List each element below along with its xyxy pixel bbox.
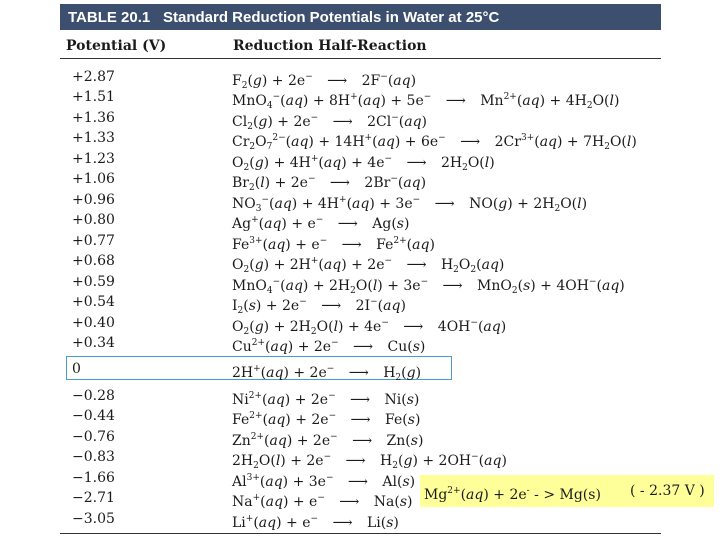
potential-cell: −0.76 [72,429,115,445]
reaction-arrow-icon: ⟶ [348,365,369,381]
half-reaction-cell: $Br_2(l) + 2e^-$ ⟶ 2Br−(aq) [232,174,427,193]
half-reaction-cell: $Zn^{2+}(aq) + 2e^-$ ⟶ Zn(s) [232,432,424,449]
half-reaction-cell: $Cr_2O_7^{2-}(aq) + 14H^+(aq) + 6e^-$ ⟶ $2Cr^{3+}(aq) + 7H_2O(l)$ [232,133,637,152]
half-reaction-cell: Ag+(aq) + e− ⟶ Ag(s) [232,215,410,232]
reaction-arrow-icon: ⟶ [327,73,348,89]
half-reaction-cell: $2H_2O(l) + 2e^-$ ⟶ $H_2(g) + 2OH^-(aq)$ [232,452,507,471]
potential-cell: −0.44 [72,408,115,424]
potential-cell: +0.68 [72,253,115,269]
potential-cell: +1.33 [72,130,115,146]
reaction-arrow-icon: ⟶ [345,453,366,469]
reaction-arrow-icon: ⟶ [332,515,353,531]
half-reaction-cell: $NO_3^-(aq) + 4H^+(aq) + 3e^-$ ⟶ $NO(g) + 2H_2O(l)$ [232,195,588,214]
potential-cell: +0.54 [72,294,115,310]
half-reaction-cell: MnO$_4$−(aq) + 8H+(aq) + 5e− ⟶ $Mn^{2+}(aq) + 4H_2O(l)$ [232,92,620,111]
potential-cell: +1.23 [72,151,115,167]
potential-cell: +0.59 [72,274,115,290]
magnesium-note [420,475,714,507]
reaction-arrow-icon: ⟶ [337,216,358,232]
potential-cell: +0.96 [72,192,115,208]
potential-cell: +2.87 [72,69,115,85]
magnesium-half-reaction: $Mg^{2+}(aq) + 2e^-$ - > Mg(s) [424,486,601,503]
reaction-arrow-icon: ⟶ [406,155,427,171]
potential-cell: 0 [72,361,81,377]
reaction-arrow-icon: ⟶ [321,298,342,314]
potential-cell: +1.06 [72,171,115,187]
reaction-arrow-icon: ⟶ [341,237,362,253]
potential-cell: +1.36 [72,110,115,126]
half-reaction-cell: $Cl_2(g) + 2e^-$ ⟶ 2Cl−(aq) [232,113,428,132]
reaction-arrow-icon: ⟶ [403,319,424,335]
half-reaction-cell: Na+(aq) + e− ⟶ Na(s) [232,493,413,510]
half-reaction-cell: 2H+(aq) + 2e− ⟶ $H_2(g)$ [232,364,422,383]
potential-cell: −3.05 [72,511,115,527]
reaction-arrow-icon: ⟶ [460,134,481,150]
column-header-row [60,36,661,58]
column-header-potential: Potential (V) [66,38,167,54]
half-reaction-cell: $Al^{3+}(aq) + 3e^-$ ⟶ Al(s) [232,473,416,490]
half-reaction-cell: $F_2(g) + 2e^-$ ⟶ 2F−(aq) [232,72,417,91]
column-header-reaction: Reduction Half-Reaction [233,38,427,54]
half-reaction-cell: $O_2(g) + 2H_2O(l) + 4e^-$ ⟶ 4OH−(aq) [232,318,507,337]
potential-cell: +1.51 [72,89,115,105]
potential-cell: −1.66 [72,470,115,486]
potential-cell: −2.71 [72,490,115,506]
magnesium-potential: ( - 2.37 V ) [630,483,705,499]
table-title-bar [60,4,661,30]
reaction-arrow-icon: ⟶ [329,175,350,191]
half-reaction-cell: $O_2(g) + 4H^+(aq) + 4e^-$ ⟶ $2H_2O(l)$ [232,154,495,173]
reaction-arrow-icon: ⟶ [353,339,374,355]
half-reaction-cell: $O_2(g) + 2H^+(aq) + 2e^-$ ⟶ $H_2O_2(aq)$ [232,256,505,275]
reaction-arrow-icon: ⟶ [350,412,371,428]
table-title: Standard Reduction Potentials in Water at 25°C [163,8,500,26]
half-reaction-cell: $Fe^{2+}(aq) + 2e^-$ ⟶ Fe(s) [232,411,421,428]
potential-cell: +0.77 [72,233,115,249]
half-reaction-cell: $I_2(s) + 2e^-$ ⟶ 2I−(aq) [232,297,406,316]
half-reaction-cell: Li+(aq) + e− ⟶ Li(s) [232,514,399,531]
reaction-arrow-icon: ⟶ [445,93,466,109]
half-reaction-cell: $Ni^{2+}(aq) + 2e^-$ ⟶ Ni(s) [232,391,420,408]
reaction-arrow-icon: ⟶ [350,392,371,408]
table-number: TABLE 20.1 [68,8,151,26]
potential-cell: +0.80 [72,212,115,228]
potential-cell: +0.40 [72,315,115,331]
half-reaction-cell: $MnO_4^-(aq) + 2H_2O(l) + 3e^-$ ⟶ MnO$_2$(s) + 4OH−(aq) [232,277,625,296]
reaction-arrow-icon: ⟶ [347,474,368,490]
reaction-arrow-icon: ⟶ [352,433,373,449]
reaction-arrow-icon: ⟶ [442,278,463,294]
bottom-rule [60,533,661,534]
half-reaction-cell: $Cu^{2+}(aq) + 2e^-$ ⟶ Cu(s) [232,338,426,355]
reaction-arrow-icon: ⟶ [339,494,360,510]
reaction-arrow-icon: ⟶ [406,257,427,273]
potential-cell: −0.83 [72,449,115,465]
reaction-arrow-icon: ⟶ [434,196,455,212]
potential-cell: +0.34 [72,335,115,351]
potential-cell: −0.28 [72,388,115,404]
reaction-arrow-icon: ⟶ [332,114,353,130]
half-reaction-cell: $Fe^{3+}(aq) + e^-$ ⟶ $Fe^{2+}(aq)$ [232,236,435,253]
header-rule [60,58,661,59]
